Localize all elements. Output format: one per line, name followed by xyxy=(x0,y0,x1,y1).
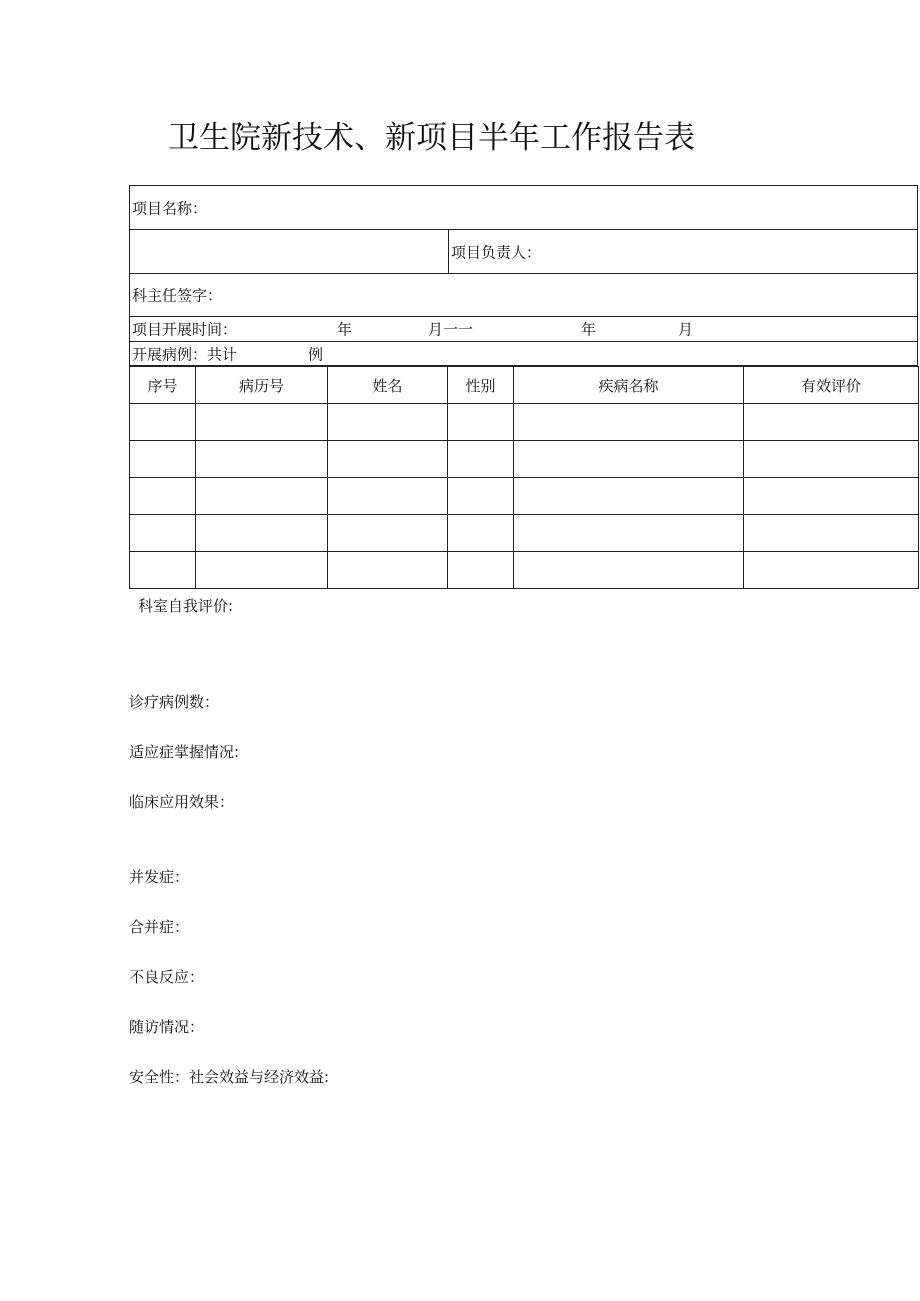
col-header-record-no: 病历号 xyxy=(196,367,328,404)
period-label: 项目开展时间： xyxy=(132,320,238,339)
project-name-row[interactable] xyxy=(129,185,918,230)
table-cell[interactable] xyxy=(514,515,744,552)
table-cell[interactable] xyxy=(744,552,919,589)
table-cell[interactable] xyxy=(328,478,448,515)
self-eval-label: 科室自我评价: xyxy=(138,597,234,615)
period-year1: 年 xyxy=(337,320,353,339)
eval-item-indications: 适应症掌握情况: xyxy=(129,743,240,761)
period-month1: 月一一 xyxy=(428,320,474,339)
table-cell[interactable] xyxy=(196,478,328,515)
table-cell[interactable] xyxy=(744,515,919,552)
table-cell[interactable] xyxy=(448,552,514,589)
director-sign-row[interactable] xyxy=(129,274,918,317)
table-cell[interactable] xyxy=(744,478,919,515)
eval-item-clinical-effect: 临床应用效果： xyxy=(129,793,235,811)
cases-label: 开展病例：共计 xyxy=(132,345,238,363)
table-cell[interactable] xyxy=(130,478,196,515)
table-row xyxy=(130,552,919,589)
table-cell[interactable] xyxy=(514,404,744,441)
eval-item-adverse-reactions: 不良反应： xyxy=(129,968,205,986)
project-lead-cell[interactable] xyxy=(448,230,917,273)
table-cell[interactable] xyxy=(130,404,196,441)
table-cell[interactable] xyxy=(328,552,448,589)
table-cell[interactable] xyxy=(514,552,744,589)
col-header-sex: 性别 xyxy=(448,367,514,404)
table-cell[interactable] xyxy=(196,552,328,589)
table-cell[interactable] xyxy=(448,515,514,552)
eval-item-follow-up: 随访情况： xyxy=(129,1018,205,1036)
period-year2: 年 xyxy=(581,320,597,339)
table-cell[interactable] xyxy=(328,404,448,441)
table-cell[interactable] xyxy=(130,552,196,589)
table-cell[interactable] xyxy=(196,404,328,441)
cases-unit: 例 xyxy=(308,345,324,363)
table-row xyxy=(130,404,919,441)
report-form xyxy=(129,185,918,589)
case-table xyxy=(129,366,919,589)
table-cell[interactable] xyxy=(514,478,744,515)
eval-item-safety-benefits: 安全性：社会效益与经济效益: xyxy=(129,1068,330,1086)
table-row xyxy=(130,478,919,515)
table-row xyxy=(130,441,919,478)
table-cell[interactable] xyxy=(196,515,328,552)
table-cell[interactable] xyxy=(328,515,448,552)
table-cell[interactable] xyxy=(448,404,514,441)
eval-item-comorbidities: 合并症： xyxy=(129,918,190,936)
table-row xyxy=(130,515,919,552)
col-header-index: 序号 xyxy=(130,367,196,404)
eval-item-complications: 并发症： xyxy=(129,868,190,886)
table-cell[interactable] xyxy=(744,441,919,478)
table-cell[interactable] xyxy=(448,478,514,515)
table-cell[interactable] xyxy=(448,441,514,478)
period-row[interactable] xyxy=(129,317,918,342)
table-cell[interactable] xyxy=(744,404,919,441)
period-month2: 月 xyxy=(678,320,694,339)
project-lead-label: 项目负责人： xyxy=(451,243,542,261)
table-header-row xyxy=(130,367,919,404)
project-lead-row[interactable] xyxy=(129,230,918,274)
table-cell[interactable] xyxy=(514,441,744,478)
col-header-evaluation: 有效评价 xyxy=(744,367,919,404)
table-cell[interactable] xyxy=(130,441,196,478)
project-name-label: 项目名称： xyxy=(132,199,208,217)
cases-row[interactable] xyxy=(129,342,918,366)
director-sign-label: 科主任签字： xyxy=(132,286,223,305)
table-cell[interactable] xyxy=(130,515,196,552)
col-header-disease: 疾病名称 xyxy=(514,367,744,404)
col-header-name: 姓名 xyxy=(328,367,448,404)
page-title: 卫生院新技术、新项目半年工作报告表 xyxy=(168,120,695,156)
table-cell[interactable] xyxy=(328,441,448,478)
eval-item-case-count: 诊疗病例数： xyxy=(129,693,220,711)
table-cell[interactable] xyxy=(196,441,328,478)
